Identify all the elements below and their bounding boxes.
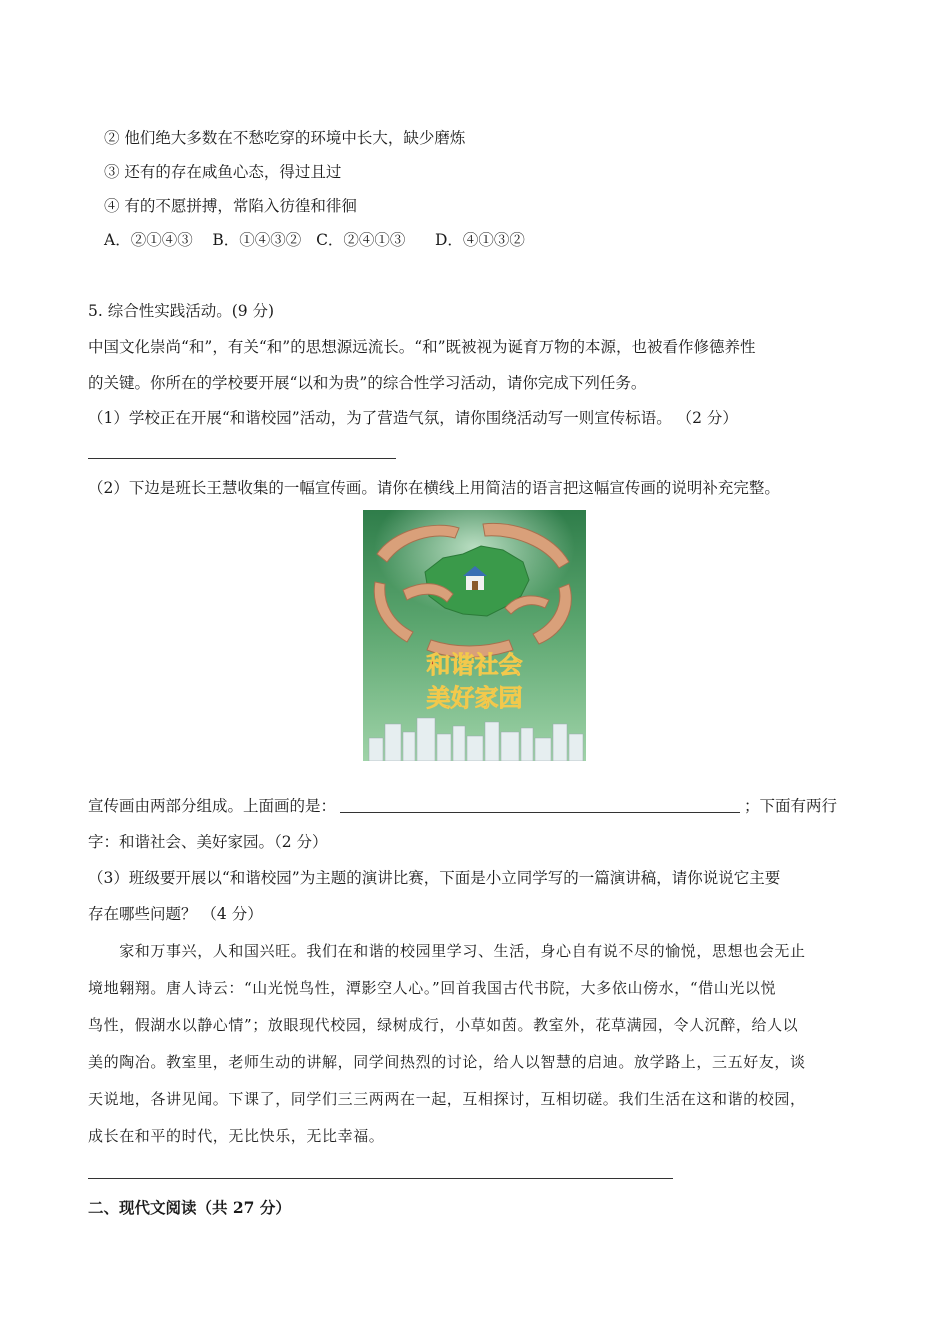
speech-paragraph-line-6: 成长在和平的时代，无比快乐，无比幸福。 <box>88 1127 385 1145</box>
question-5-intro-line-2: 的关键。你所在的学校要开展“以和为贵”的综合性学习活动，请你完成下列任务。 <box>88 374 647 392</box>
poster-description-line-1 <box>88 798 837 815</box>
subquestion-2: （2）下边是班长王慧收集的一幅宣传画。请你在横线上用简洁的语言把这幅宣传画的说明补充完整。 <box>88 479 780 497</box>
question-5-title: 5. 综合性实践活动。(9 分) <box>88 302 275 320</box>
poster-slogan-2: 美好家园 <box>426 683 523 712</box>
poster-description-suffix: ；下面有两行 <box>744 797 838 815</box>
answer-line-3[interactable] <box>88 1178 673 1179</box>
speech-paragraph-line-3: 鸟性，假湖水以静心情”；放眼现代校园，绿树成行，小草如茵。教室外，花草满园，令人沉醉，给人以 <box>88 1016 799 1034</box>
speech-paragraph-line-4: 美的陶冶。教室里，老师生动的讲解，同学间热烈的讨论，给人以智慧的启迪。放学路上，三五好友，谈 <box>88 1053 806 1071</box>
harmony-poster-image <box>363 510 586 761</box>
poster-slogan-1: 和谐社会 <box>426 650 523 679</box>
option-item-3: ③ 还有的存在咸鱼心态，得过且过 <box>104 163 342 181</box>
answer-choices: A．②①④③ B．①④③② C．②④①③ D．④①③② <box>104 231 525 249</box>
option-item-4: ④ 有的不愿拼搏，常陷入彷徨和徘徊 <box>104 197 357 215</box>
subquestion-3-line-1: （3）班级要开展以“和谐校园”为主题的演讲比赛，下面是小立同学写的一篇演讲稿，请你说说它主要 <box>88 869 781 887</box>
speech-paragraph-line-2: 境地翱翔。唐人诗云：“山光悦鸟性，潭影空人心。”回首我国古代书院，大多依山傍水，“借山光以悦 <box>88 979 777 997</box>
option-item-2: ② 他们绝大多数在不愁吃穿的环境中长大，缺少磨炼 <box>104 129 466 147</box>
answer-line-1[interactable] <box>88 458 396 459</box>
section-2-heading: 二、现代文阅读（共 27 分） <box>88 1198 291 1217</box>
subquestion-1: （1）学校正在开展“和谐校园”活动，为了营造气氛，请你围绕活动写一则宣传标语。 （2 分） <box>88 409 738 427</box>
poster-answer-blank[interactable] <box>340 798 740 813</box>
speech-paragraph-line-5: 天说地，各讲见闻。下课了，同学们三三两两在一起，互相探讨，互相切磋。我们生活在这和谐的校园， <box>88 1090 806 1108</box>
question-5-intro-line-1: 中国文化崇尚“和”，有关“和”的思想源远流长。“和”既被视为诞育万物的本源，也被看作修德养性 <box>88 338 756 356</box>
subquestion-3-line-2: 存在哪些问题？ （4 分） <box>88 905 263 923</box>
poster-description-prefix: 宣传画由两部分组成。上面画的是： <box>88 797 337 815</box>
speech-paragraph-line-1: 家和万事兴，人和国兴旺。我们在和谐的校园里学习、生活，身心自有说不尽的愉悦，思想也会无止 <box>88 942 806 960</box>
poster-description-line-2: 字：和谐社会、美好家园。（2 分） <box>88 833 328 851</box>
